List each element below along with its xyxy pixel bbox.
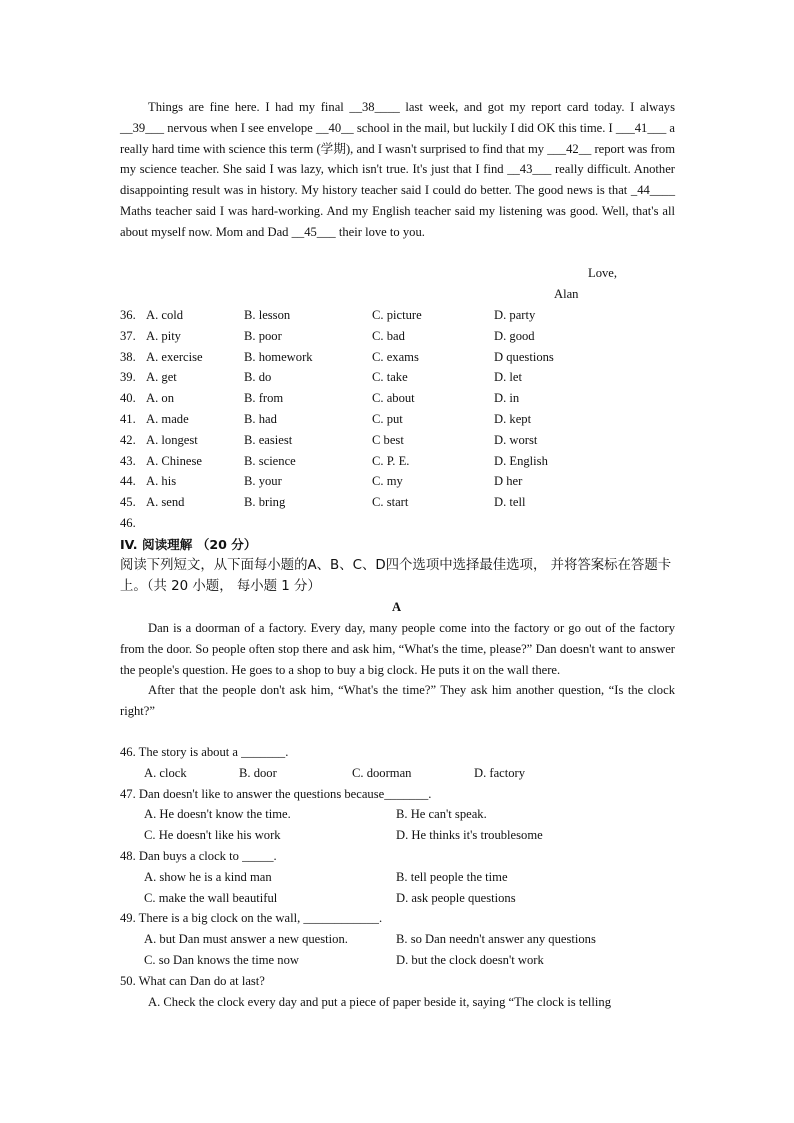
option-a: A. his [146,474,177,489]
option-b: B. bring [244,495,286,510]
answer-options-row [120,929,680,950]
answer-option: B. tell people the time [396,869,508,884]
option-d: D. let [494,370,522,385]
section-instruction: 阅读下列短文，从下面每小题的A、B、C、D四个选项中选择最佳选项， 并将答案标在答题卡上。（共 20 小题， 每小题 1 分） [120,558,672,594]
question-stem: 50. What can Dan do at last? [120,973,265,988]
answer-options-row [120,763,680,784]
question-stem: 47. Dan doesn't like to answer the questions because_______. [120,786,432,801]
cloze-option-row [120,513,680,534]
answer-options-row [120,950,680,971]
option-d: D. party [494,308,536,322]
passage-paragraph: After that the people don't ask him, “What's the time?” They ask him another question, “Is the clock right?” [120,683,675,719]
option-c: C. start [372,495,409,510]
option-c: C. exams [372,349,419,364]
question-number: 40. [120,391,136,406]
option-b: B. do [244,370,272,385]
answer-option: C. make the wall beautiful [144,890,278,905]
letter-body [120,97,675,243]
option-d: D. English [494,453,548,468]
passage-paragraph: Dan is a doorman of a factory. Every day, many people come into the factory or go out of the factory from the door. So people often stop there and ask him, “What's the time, please?” Dan doesn't want to answer the people's question. He goes to a shop to buy a big clock. He puts it on the wall there. [120,621,675,677]
answer-option: D. but the clock doesn't work [396,952,544,967]
cloze-option-row [120,347,680,368]
question-number: 39. [120,370,136,385]
option-a: A. Chinese [146,453,202,468]
answer-option: D. factory [474,765,526,780]
option-b: B. science [244,453,296,468]
cloze-options [120,305,680,534]
cloze-option-row [120,326,680,347]
answer-option: C. doorman [352,765,412,780]
option-d: D her [494,474,523,489]
answer-option: A. show he is a kind man [144,869,272,884]
cloze-option-row [120,367,680,388]
question-number: 46. [120,515,136,530]
answer-option: C. He doesn't like his work [144,828,281,843]
option-a: A. cold [146,308,184,322]
answer-options-row [120,992,680,1013]
question-number: 41. [120,411,136,426]
question-number: 38. [120,349,136,364]
cloze-option-row [120,388,680,409]
option-c: C. P. E. [372,453,410,468]
option-a: A. send [146,495,185,510]
answer-option: B. door [239,765,277,780]
section-heading: IV. 阅读理解 （20 分） [120,537,257,552]
question-stem: 46. The story is about a _______. [120,745,289,759]
answer-option: B. so Dan needn't answer any questions [396,932,596,947]
question-number: 44. [120,474,136,489]
cloze-option-row [120,430,680,451]
answer-option: B. He can't speak. [396,807,487,822]
option-b: B. easiest [244,432,293,447]
option-d: D. in [494,391,520,406]
cloze-option-row [120,409,680,430]
question-number: 45. [120,495,136,510]
question-number: 36. [120,308,136,322]
question-number: 43. [120,453,136,468]
answer-option: A. Check the clock every day and put a piece of paper beside it, saying “The clock is telling [148,994,612,1009]
option-c: C. my [372,474,403,489]
answer-option: C. so Dan knows the time now [144,952,299,967]
answer-option: A. clock [144,765,187,780]
option-b: B. lesson [244,308,291,322]
answer-options-row [120,825,680,846]
question-number: 42. [120,432,136,447]
option-a: A. made [146,411,189,426]
option-c: C. put [372,411,403,426]
option-c: C best [372,432,404,447]
option-a: A. on [146,391,174,406]
answer-options-row [120,867,680,888]
option-b: B. your [244,474,282,489]
option-c: C. about [372,391,415,406]
option-c: C. take [372,370,408,385]
option-c: C. bad [372,328,405,343]
option-d: D. good [494,328,535,343]
option-c: C. picture [372,308,422,322]
question-number: 37. [120,328,136,343]
passage-body [120,618,675,722]
cloze-option-row [120,305,680,326]
option-a: A. get [146,370,177,385]
option-d: D questions [494,349,554,364]
cloze-option-row [120,451,680,472]
answer-options-row [120,804,680,825]
question-stem: 49. There is a big clock on the wall, ____________. [120,911,383,926]
passage-title: A [392,600,402,614]
option-d: D. worst [494,432,538,447]
option-d: D. tell [494,495,526,510]
answer-option: D. ask people questions [396,890,516,905]
answer-option: D. He thinks it's troublesome [396,828,543,843]
option-a: A. longest [146,432,198,447]
answer-option: A. He doesn't know the time. [144,807,291,822]
option-d: D. kept [494,411,532,426]
option-b: B. poor [244,328,282,343]
answer-options-row [120,888,680,909]
question-list [120,742,680,1012]
option-b: B. had [244,411,277,426]
cloze-option-row [120,492,680,513]
cloze-option-row [120,471,680,492]
answer-option: A. but Dan must answer a new question. [144,932,348,947]
option-b: B. homework [244,349,313,364]
option-a: A. pity [146,328,181,343]
option-a: A. exercise [146,349,203,364]
question-stem: 48. Dan buys a clock to _____. [120,848,277,863]
option-b: B. from [244,391,284,406]
letter-signature: Alan [554,287,579,301]
letter-closing: Love, [588,266,618,280]
letter-paragraph: Things are fine here. I had my final __38____ last week, and got my report card today. I always __39___ nervous when I see envelope __40__ school in the mail, but luckily I did OK this time. I ___41___ a really hard time with science this term (学期), and I wasn't surprised to find that my ___42__ report was from my science teacher. She said I was lazy, which isn't true. It's just that I find __43___ really difficult. Another disappointing result was in history. My history teacher said I could do better. The good news is that _44____ Maths teacher said I was hard-working. And my English teacher said my listening was good. Well, that's all about myself now. Mom and Dad __45___ their love to you. [120,100,675,239]
